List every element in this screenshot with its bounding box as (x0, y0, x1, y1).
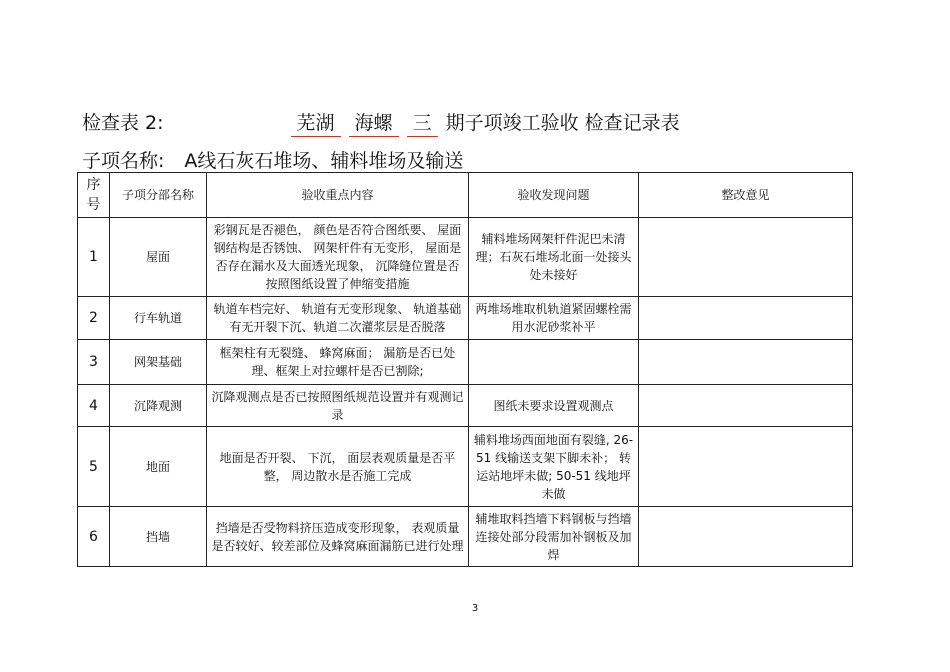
row-no: 4 (78, 385, 110, 427)
row-part: 沉降观测 (110, 385, 207, 427)
table-row (78, 385, 853, 427)
row-no: 2 (78, 297, 110, 340)
page-title (82, 108, 680, 137)
row-part: 行车轨道 (110, 297, 207, 340)
row-advice (639, 297, 853, 340)
header-part: 子项分部名称 (110, 173, 207, 218)
row-advice (639, 218, 853, 297)
title-place-1: 芜湖 (291, 108, 341, 137)
row-advice (639, 340, 853, 385)
table-row (78, 427, 853, 507)
row-issue: 辅料堆场西面地面有裂缝, 26-51 线输送支架下脚未补； 转运站地坪未做; 50-51 线地坪未做 (469, 427, 639, 507)
header-advice: 整改意见 (639, 173, 853, 218)
table-row (78, 218, 853, 297)
row-issue: 两堆场堆取机轨道紧固螺栓需用水泥砂浆补平 (469, 297, 639, 340)
title-place-2: 海螺 (349, 108, 399, 137)
title-label: 检查表 2: (82, 112, 164, 134)
row-advice (639, 427, 853, 507)
header-no: 序号 (78, 173, 110, 218)
row-issue: 辅料堆场网架杆件泥巴未清理；石灰石堆场北面一处接头处未接好 (469, 218, 639, 297)
row-focus: 地面是否开裂、 下沉， 面层表观质量是否平整， 周边散水是否施工完成 (207, 427, 469, 507)
row-part: 屋面 (110, 218, 207, 297)
table-row (78, 297, 853, 340)
table-header-row (78, 173, 853, 218)
row-part: 挡墙 (110, 507, 207, 567)
row-part: 网架基础 (110, 340, 207, 385)
row-issue: 图纸未要求设置观测点 (469, 385, 639, 427)
row-no: 1 (78, 218, 110, 297)
subtitle-value: A线石灰石堆场、辅料堆场及输送 (184, 150, 477, 173)
title-place-3: 三 (407, 108, 438, 137)
table-row (78, 340, 853, 385)
row-part: 地面 (110, 427, 207, 507)
header-issues: 验收发现问题 (469, 173, 639, 218)
row-no: 6 (78, 507, 110, 567)
row-advice (639, 507, 853, 567)
inspection-table (77, 172, 853, 567)
subtitle-label: 子项名称: (82, 150, 165, 172)
row-no: 5 (78, 427, 110, 507)
row-advice (639, 385, 853, 427)
row-focus: 彩钢瓦是否褪色， 颜色是否符合图纸要、 屋面钢结构是否锈蚀、 网架杆件有无变形， 屋面是否存在漏水及大面透光现象， 沉降缝位置是否按照图纸设置了伸缩变措施 (207, 218, 469, 297)
page-number: 3 (471, 603, 479, 614)
header-focus: 验收重点内容 (207, 173, 469, 218)
row-focus: 轨道车档完好、 轨道有无变形现象、 轨道基础有无开裂下沉、轨道二次灌浆层是否脱落 (207, 297, 469, 340)
row-issue (469, 340, 639, 385)
title-rest: 期子项竣工验收 检查记录表 (445, 112, 680, 134)
subtitle (82, 146, 477, 173)
table-row (78, 507, 853, 567)
row-focus: 框架柱有无裂缝、 蜂窝麻面； 漏筋是否已处理、框架上对拉螺杆是否已割除; (207, 340, 469, 385)
row-issue: 辅堆取料挡墙下料钢板与挡墙连接处部分段需加补钢板及加焊 (469, 507, 639, 567)
row-focus: 挡墙是否受物料挤压造成变形现象， 表观质量是否较好、较差部位及蜂窝麻面漏筋已进行处理 (207, 507, 469, 567)
row-no: 3 (78, 340, 110, 385)
row-focus: 沉降观测点是否已按照图纸规范设置并有观测记录 (207, 385, 469, 427)
